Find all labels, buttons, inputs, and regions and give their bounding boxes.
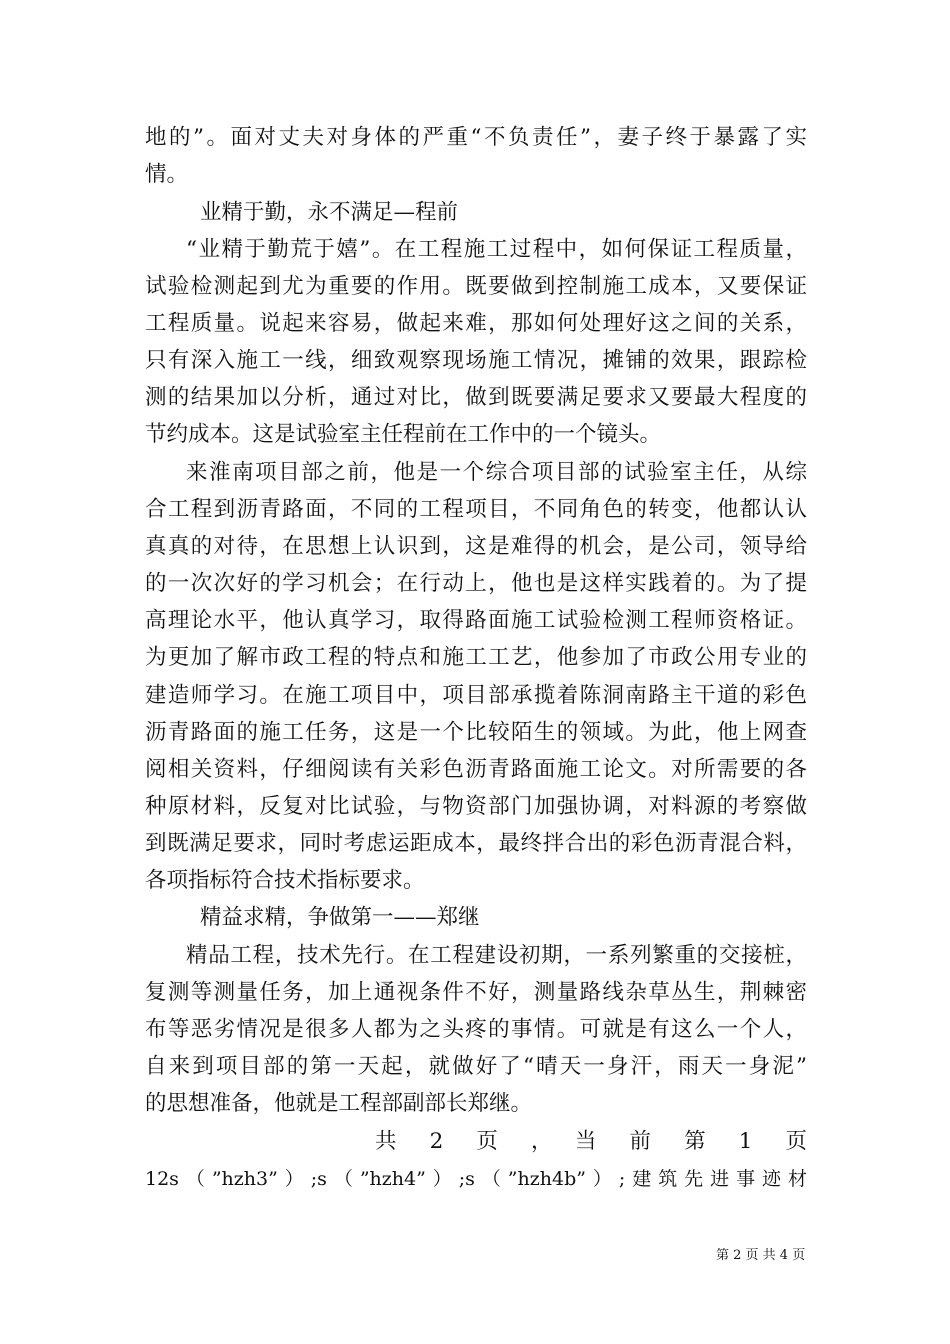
body-line: 工程质量。说起来容易，做起来难，那如何处理好这之间的关系， xyxy=(145,311,807,336)
body-line: 的一次次好的学习机会；在行动上，他也是这样实践着的。为了提 xyxy=(145,571,807,596)
body-line: 布等恶劣情况是很多人都为之头疼的事情。可就是有这么一个人， xyxy=(145,1017,807,1042)
section-heading: 业精于勤，永不满足—程前 xyxy=(200,200,459,225)
body-line: 各项指标符合技术指标要求。 xyxy=(145,868,425,893)
page-number: 第 2 页 共 4 页 xyxy=(716,1248,806,1263)
body-line: 来淮南项目部之前，他是一个综合项目部的试验室主任，从综 xyxy=(186,460,807,485)
body-line: 的思想准备，他就是工程部副部长郑继。 xyxy=(145,1091,533,1116)
body-line: 合工程到沥青路面，不同的工程项目，不同角色的转变，他都认认 xyxy=(145,497,807,522)
body-line: 到既满足要求，同时考虑运距成本，最终拌合出的彩色沥青混合料， xyxy=(145,831,807,856)
body-line: 为更加了解市政工程的特点和施工工艺，他参加了市政公用专业的 xyxy=(145,645,807,670)
body-line: 测的结果加以分析，通过对比，做到既要满足要求又要最大程度的 xyxy=(145,385,807,410)
template-code-line: 12s（”hzh3”）;s（”hzh4”）;s（”hzh4b”）;建筑先进事迹材 xyxy=(145,1168,807,1190)
body-line: 复测等测量任务，加上通视条件不好，测量路线杂草丛生，荆棘密 xyxy=(145,980,807,1005)
body-line: 试验检测起到尤为重要的作用。既要做到控制施工成本，又要保证 xyxy=(145,274,807,299)
section-heading: 精益求精，争做第一——郑继 xyxy=(200,905,480,930)
body-line: 只有深入施工一线，细致观察现场施工情况，摊铺的效果，跟踪检 xyxy=(145,348,807,373)
body-line: 节约成本。这是试验室主任程前在工作中的一个镜头。 xyxy=(145,422,662,447)
body-line: 情。 xyxy=(145,162,189,187)
body-line: 建造师学习。在施工项目中，项目部承揽着陈洞南路主干道的彩色 xyxy=(145,683,807,708)
body-line: 自来到项目部的第一天起，就做好了“晴天一身汗，雨天一身泥” xyxy=(145,1054,807,1079)
body-line: 高理论水平，他认真学习，取得路面施工试验检测工程师资格证。 xyxy=(145,608,807,633)
body-line: “业精于勤荒于嬉”。在工程施工过程中，如何保证工程质量， xyxy=(186,237,807,262)
body-line: 真真的对待，在思想上认识到，这是难得的机会，是公司，领导给 xyxy=(145,534,807,559)
body-line: 沥青路面的施工任务，这是一个比较陌生的领域。为此，他上网查 xyxy=(145,720,807,745)
body-line: 阅相关资料，仔细阅读有关彩色沥青路面施工论文。对所需要的各 xyxy=(145,757,807,782)
page-count-line: 共 2 页 ， 当 前 第 1 页 xyxy=(375,1129,807,1154)
body-line: 地的”。面对丈夫对身体的严重“不负责任”，妻子终于暴露了实 xyxy=(145,125,807,150)
body-line: 种原材料，反复对比试验，与物资部门加强协调，对料源的考察做 xyxy=(145,794,807,819)
body-line: 精品工程，技术先行。在工程建设初期，一系列繁重的交接桩， xyxy=(186,943,807,968)
